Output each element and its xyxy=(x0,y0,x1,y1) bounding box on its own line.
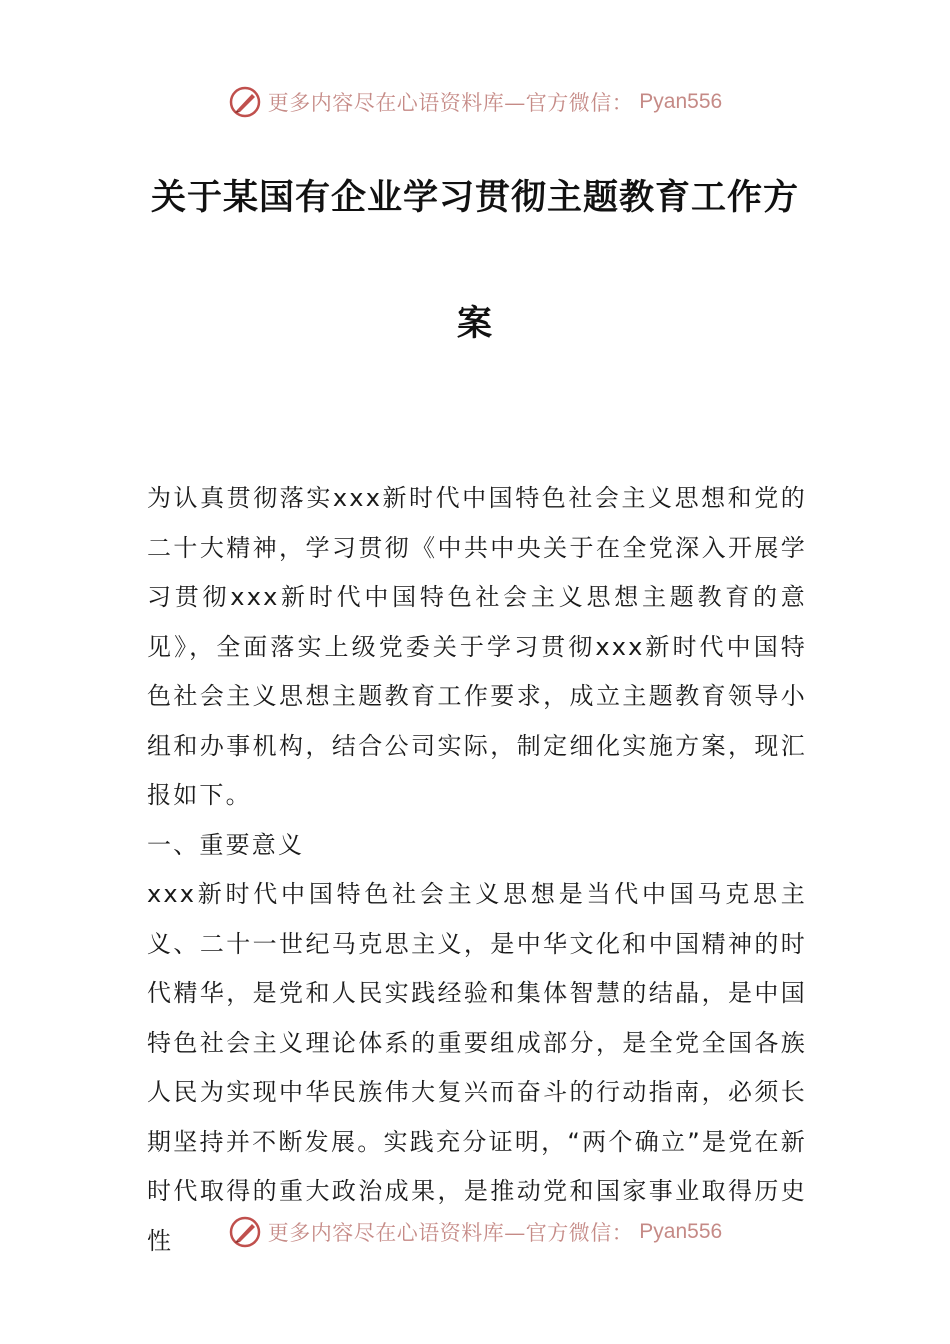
watermark-text: 更多内容尽在心语资料库—官方微信： xyxy=(267,91,634,115)
watermark-text: 更多内容尽在心语资料库—官方微信： xyxy=(267,1221,634,1245)
pen-logo-icon xyxy=(228,85,262,119)
pen-logo-icon xyxy=(228,1215,262,1249)
section-heading: 一、重要意义 xyxy=(147,830,305,859)
footer-watermark xyxy=(0,1212,950,1252)
header-watermark xyxy=(0,82,950,122)
significance-paragraph: xxx新时代中国特色社会主义思想是当代中国马克思主义、二十一世纪马克思主义，是中华文化和中国精神的时代精华，是党和人民实践经验和集体智慧的结晶，是中国特色社会主义理论体系的重要组成部分，是全党全国各族人民为实现中华民族伟大复兴而奋斗的行动指南，必须长期坚持并不断发展。实践充分证明，“两个确立”是党在新时代取得的重大政治成果，是推动党和国家事业取得历史性 xyxy=(147,880,807,1255)
document-body xyxy=(147,474,807,1266)
intro-paragraph: 为认真贯彻落实xxx新时代中国特色社会主义思想和党的二十大精神，学习贯彻《中共中央关于在全党深入开展学习贯彻xxx新时代中国特色社会主义思想主题教育的意见》，全面落实上级党委关于学习贯彻xxx新时代中国特色社会主义思想主题教育工作要求，成立主题教育领导小组和办事机构，结合公司实际，制定细化实施方案，现汇报如下。 xyxy=(147,484,807,809)
watermark-wechat-id: Pyan556 xyxy=(639,1220,723,1243)
document-title-line2: 案 xyxy=(456,304,493,344)
document-title-line1: 关于某国有企业学习贯彻主题教育工作方 xyxy=(150,178,799,218)
watermark-wechat-id: Pyan556 xyxy=(639,90,723,113)
